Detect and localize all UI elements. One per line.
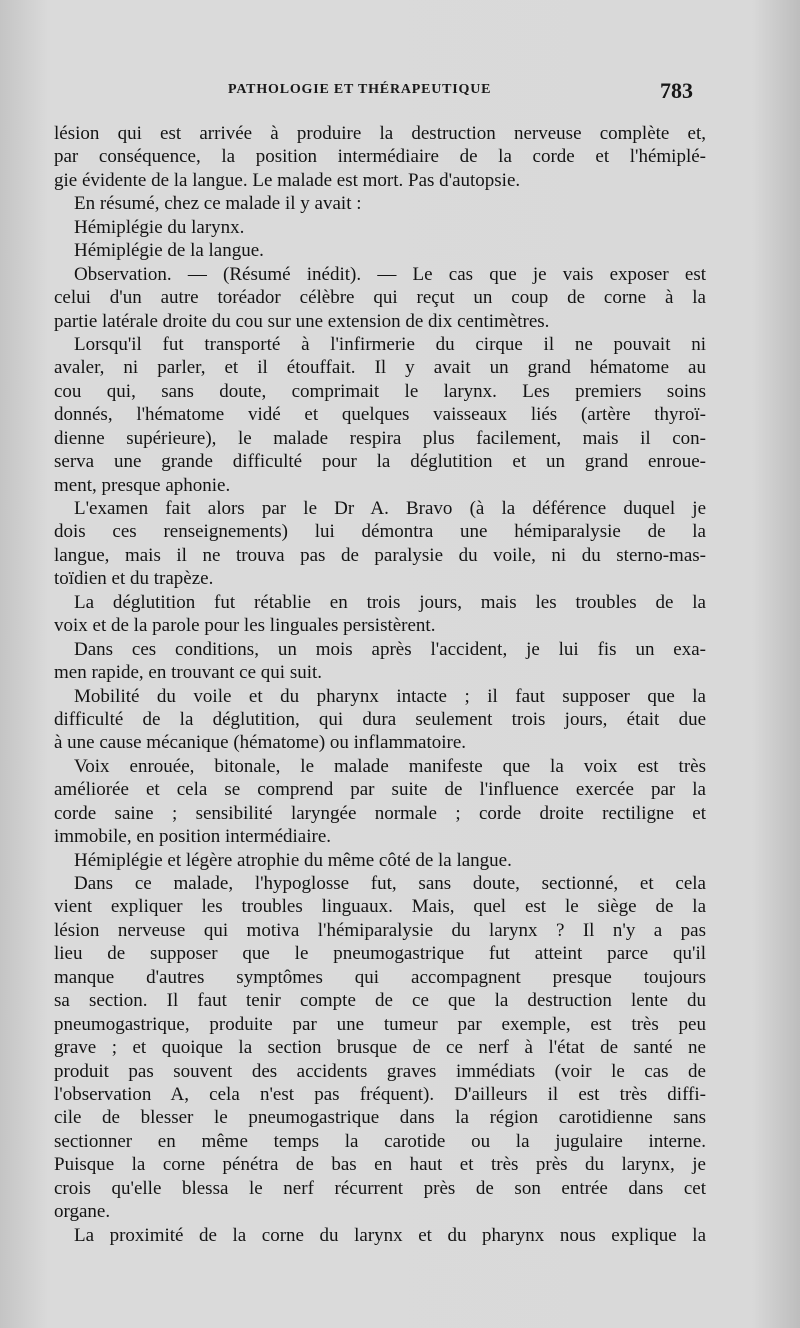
text-line: Hémiplégie et légère atrophie du même côté de la langue. <box>74 849 512 871</box>
text-line: men rapide, en trouvant ce qui suit. <box>54 662 323 684</box>
text-line: sectionner en même temps la carotide ou la jugulaire interne. <box>54 1130 706 1152</box>
text-line: difficulté de la déglutition, qui dura seulement trois jours, était due <box>54 708 706 730</box>
text-line: serva une grande difficulté pour la déglutition et un grand enroue- <box>54 451 706 473</box>
body-text <box>54 122 706 1247</box>
text-line: Lorsqu'il fut transporté à l'infirmerie du cirque il ne pouvait ni <box>74 333 706 355</box>
running-title: PATHOLOGIE ET THÉRAPEUTIQUE <box>228 82 492 97</box>
text-line: Voix enrouée, bitonale, le malade manifeste que la voix est très <box>74 755 706 777</box>
text-line: Hémiplégie du larynx. <box>74 216 245 238</box>
text-line: partie latérale droite du cou sur une extension de dix centimètres. <box>54 310 550 332</box>
text-line: avaler, ni parler, et il étouffait. Il y avait un grand hématome au <box>54 357 706 379</box>
text-line: vient expliquer les troubles linguaux. Mais, quel est le siège de la <box>54 896 706 918</box>
text-line: produit pas souvent des accidents graves immédiats (voir le cas de <box>54 1060 706 1082</box>
text-line: immobile, en position intermédiaire. <box>54 826 332 848</box>
text-line: crois qu'elle blessa le nerf récurrent près de son entrée dans cet <box>54 1177 706 1199</box>
observation-line: Observation. — (Résumé inédit). — Le cas que je vais exposer est <box>74 263 706 285</box>
text-line: l'observation A, cela n'est pas fréquent). D'ailleurs il est très diffi- <box>54 1083 706 1105</box>
text-line: Hémiplégie de la langue. <box>74 240 264 262</box>
text-line: La déglutition fut rétablie en trois jours, mais les troubles de la <box>74 591 706 613</box>
page-number: 783 <box>660 78 693 103</box>
text-line: donnés, l'hématome vidé et quelques vaisseaux liés (artère thyroï- <box>54 404 706 426</box>
text-line: La proximité de la corne du larynx et du pharynx nous explique la <box>74 1224 706 1246</box>
text-line: celui d'un autre toréador célèbre qui reçut un coup de corne à la <box>54 287 706 309</box>
text-line: cile de blesser le pneumogastrique dans la région carotidienne sans <box>54 1107 706 1129</box>
text-line: par conséquence, la position intermédiaire de la corde et l'hémiplé- <box>54 146 706 168</box>
text-line: dois ces renseignements) lui démontra une hémiparalysie de la <box>54 521 706 543</box>
text-line: Mobilité du voile et du pharynx intacte ; il faut supposer que la <box>74 685 706 707</box>
text-line: Dans ce malade, l'hypoglosse fut, sans doute, sectionné, et cela <box>74 873 706 894</box>
text-line: ment, presque aphonie. <box>54 474 231 496</box>
text-line: lésion qui est arrivée à produire la destruction nerveuse complète et, <box>54 123 706 144</box>
running-head <box>0 78 800 104</box>
text-line: En résumé, chez ce malade il y avait : <box>74 193 362 215</box>
text-line: Puisque la corne pénétra de bas en haut et très près du larynx, je <box>54 1154 706 1176</box>
text-line: lieu de supposer que le pneumogastrique fut atteint parce qu'il <box>54 943 706 965</box>
text-line: améliorée et cela se comprend par suite de l'influence exercée par la <box>54 779 706 801</box>
text-line: gie évidente de la langue. Le malade est mort. Pas d'autopsie. <box>54 169 521 191</box>
text-line: Dans ces conditions, un mois après l'accident, je lui fis un exa- <box>74 638 706 660</box>
text-line: manque d'autres symptômes qui accompagnent presque toujours <box>54 966 706 988</box>
text-line: corde saine ; sensibilité laryngée normale ; corde droite rectiligne et <box>54 802 706 824</box>
text-line: organe. <box>54 1201 111 1223</box>
text-line: lésion nerveuse qui motiva l'hémiparalysie du larynx ? Il n'y a pas <box>54 919 706 941</box>
text-line: à une cause mécanique (hématome) ou inflammatoire. <box>54 732 467 754</box>
text-line: langue, mais il ne trouva pas de paralysie du voile, ni du sterno-mas- <box>54 544 706 566</box>
text-line: grave ; et quoique la section brusque de ce nerf à l'état de santé ne <box>54 1037 706 1059</box>
text-line: L'examen fait alors par le Dr A. Bravo (à la déférence duquel je <box>74 498 706 519</box>
text-line: dienne supérieure), le malade respira plus facilement, mais il con- <box>54 427 706 449</box>
text-line: voix et de la parole pour les linguales persistèrent. <box>54 615 436 637</box>
text-line: cou qui, sans doute, comprimait le larynx. Les premiers soins <box>54 380 706 402</box>
text-line: sa section. Il faut tenir compte de ce que la destruction lente du <box>54 990 706 1012</box>
text-line: pneumogastrique, produite par une tumeur par exemple, est très peu <box>54 1013 706 1035</box>
text-line: toïdien et du trapèze. <box>54 568 214 590</box>
